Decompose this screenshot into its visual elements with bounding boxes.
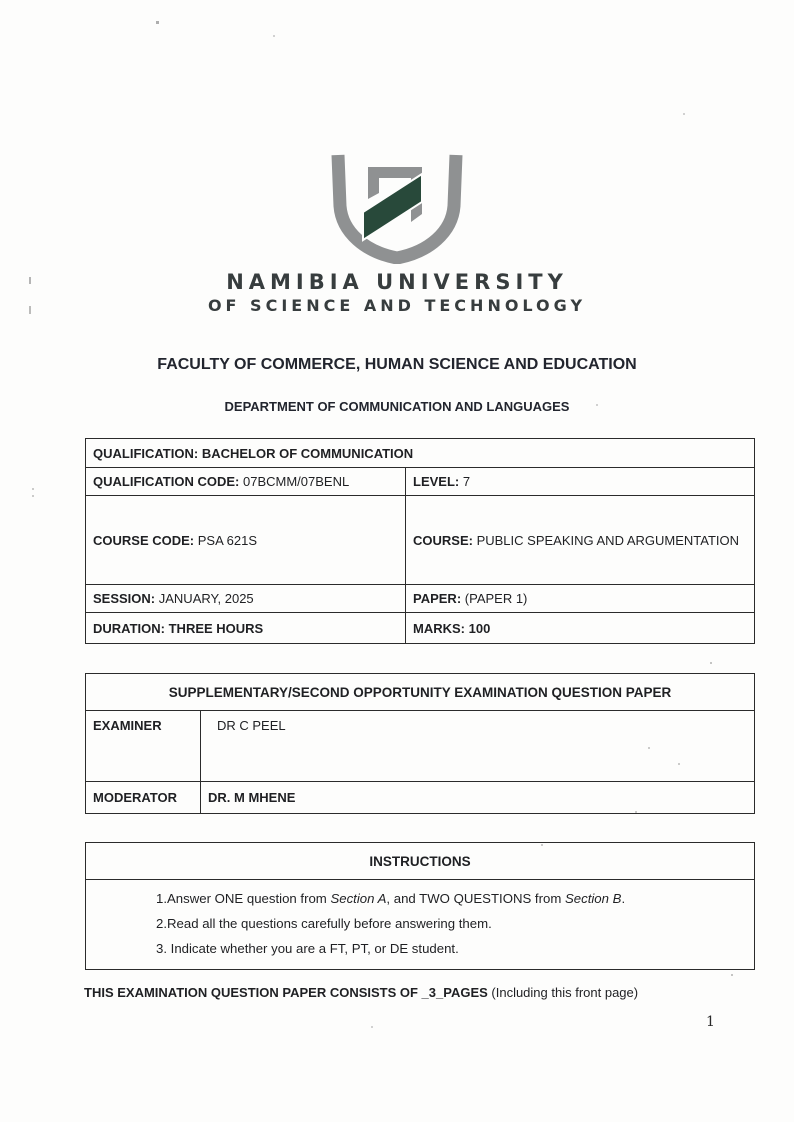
session-value: JANUARY, 2025 [158, 591, 254, 606]
duration-cell [86, 613, 406, 644]
marks-cell [406, 613, 755, 644]
page-count-note [84, 985, 764, 1000]
table-row [86, 782, 755, 814]
scan-artifact [710, 662, 712, 664]
table-row [86, 613, 755, 644]
table-row [86, 468, 755, 496]
university-shield-icon [327, 152, 467, 264]
examiner-value: DR C PEEL [201, 711, 755, 782]
table-row [86, 711, 755, 782]
scan-artifact [29, 306, 31, 314]
instruction-item-3: 3. Indicate whether you are a FT, PT, or DE student. [156, 941, 459, 956]
course-info-table [85, 438, 755, 644]
level-value: 7 [462, 474, 471, 489]
scan-artifact [32, 495, 34, 497]
qualification-code-value: 07BCMM/07BENL [242, 474, 350, 489]
qualification-cell [86, 439, 755, 468]
scan-artifact [635, 811, 637, 813]
table-row [86, 439, 755, 468]
faculty-heading: FACULTY OF COMMERCE, HUMAN SCIENCE AND EDUCATION [157, 356, 637, 373]
paper-label: PAPER: [413, 591, 462, 606]
table-row [86, 880, 755, 970]
scan-artifact [648, 747, 650, 749]
instruction-item-2: 2.Read all the questions carefully before answering them. [156, 916, 492, 931]
marks-value: 100 [468, 620, 491, 636]
department-heading: DEPARTMENT OF COMMUNICATION AND LANGUAGES [224, 399, 570, 414]
scan-artifact [678, 763, 680, 765]
session-label: SESSION: [93, 591, 156, 606]
session-cell [86, 585, 406, 613]
course-code-label: COURSE CODE: [93, 532, 195, 548]
course-code-value: PSA 621S [197, 532, 258, 548]
table-row [86, 843, 755, 880]
qualification-label: QUALIFICATION: [93, 445, 199, 461]
qualification-code-label: QUALIFICATION CODE: [93, 474, 240, 489]
duration-label: DURATION: [93, 620, 165, 636]
course-label: COURSE: [413, 532, 473, 548]
level-cell [406, 468, 755, 496]
level-label: LEVEL: [413, 474, 460, 489]
scan-artifact [273, 35, 275, 37]
university-wordmark-line1: NAMIBIA UNIVERSITY [226, 270, 568, 294]
course-code-cell [86, 496, 406, 585]
scan-artifact [156, 21, 159, 24]
course-value: PUBLIC SPEAKING AND ARGUMENTATION [476, 532, 740, 548]
scan-artifact [29, 277, 31, 284]
scan-artifact [32, 488, 34, 490]
paper-cell [406, 585, 755, 613]
scan-artifact [541, 844, 543, 846]
moderator-label: MODERATOR [86, 782, 201, 814]
scan-artifact [683, 113, 685, 115]
exam-paper-title-cell: SUPPLEMENTARY/SECOND OPPORTUNITY EXAMINATION QUESTION PAPER [86, 674, 755, 711]
instructions-body [86, 880, 755, 970]
qualification-code-cell [86, 468, 406, 496]
university-wordmark-line2: OF SCIENCE AND TECHNOLOGY [207, 296, 587, 315]
table-row [86, 674, 755, 711]
table-row [86, 496, 755, 585]
instructions-table [85, 842, 755, 970]
examiner-table [85, 673, 755, 814]
paper-value: (PAPER 1) [464, 591, 528, 606]
scan-artifact [731, 974, 733, 976]
course-cell [406, 496, 755, 585]
scan-artifact [596, 404, 598, 406]
instructions-title: INSTRUCTIONS [86, 843, 755, 880]
university-logo-block [0, 152, 794, 315]
instruction-item-1: 1.Answer ONE question from Section A, and TWO QUESTIONS from Section B. [156, 891, 626, 906]
qualification-value: BACHELOR OF COMMUNICATION [201, 445, 414, 461]
table-row [86, 585, 755, 613]
examiner-label: EXAMINER [86, 711, 201, 782]
page-count-bold: THIS EXAMINATION QUESTION PAPER CONSISTS OF _3_PAGES [84, 985, 488, 1000]
page-count-normal: (Including this front page) [487, 985, 639, 1000]
marks-label: MARKS: [413, 620, 465, 636]
scan-artifact [371, 1026, 373, 1028]
page-number: 1 [706, 1014, 715, 1030]
moderator-value: DR. M MHENE [201, 782, 755, 814]
duration-value: THREE HOURS [168, 620, 264, 636]
